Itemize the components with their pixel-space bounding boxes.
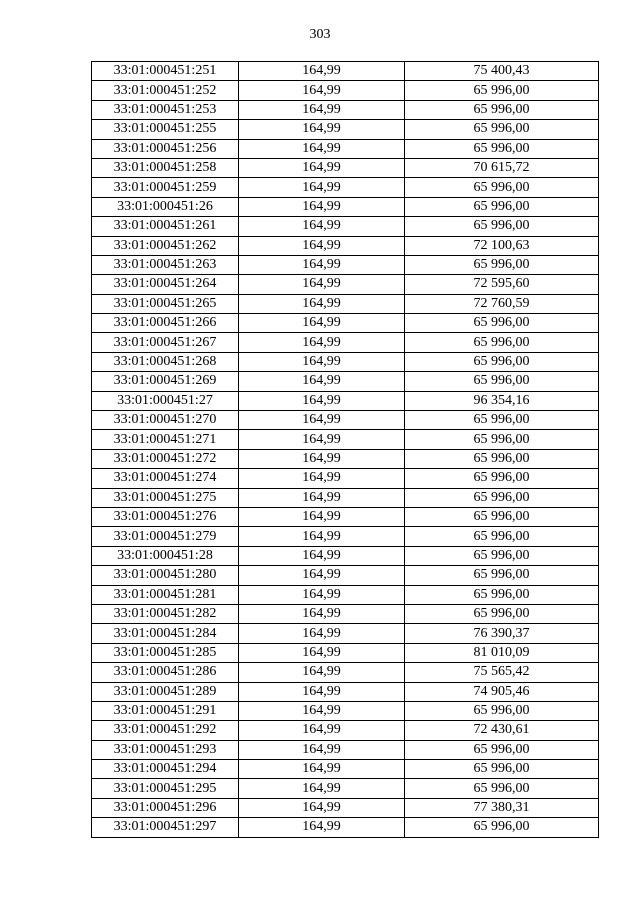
table-row bbox=[92, 139, 599, 158]
area-cell: 164,99 bbox=[239, 62, 405, 81]
table-row bbox=[92, 275, 599, 294]
cadastral-number-cell: 33:01:000451:252 bbox=[92, 81, 239, 100]
table-row bbox=[92, 721, 599, 740]
table-row bbox=[92, 604, 599, 623]
area-cell: 164,99 bbox=[239, 701, 405, 720]
table-row bbox=[92, 449, 599, 468]
cadastral-number-cell: 33:01:000451:268 bbox=[92, 352, 239, 371]
table-row bbox=[92, 120, 599, 139]
cadastral-value-cell: 65 996,00 bbox=[405, 81, 599, 100]
cadastral-value-cell: 74 905,46 bbox=[405, 682, 599, 701]
table-row bbox=[92, 527, 599, 546]
cadastral-number-cell: 33:01:000451:251 bbox=[92, 62, 239, 81]
table-row bbox=[92, 236, 599, 255]
area-cell: 164,99 bbox=[239, 546, 405, 565]
area-cell: 164,99 bbox=[239, 236, 405, 255]
cadastral-value-cell: 65 996,00 bbox=[405, 314, 599, 333]
area-cell: 164,99 bbox=[239, 411, 405, 430]
table-row bbox=[92, 430, 599, 449]
area-cell: 164,99 bbox=[239, 585, 405, 604]
cadastral-value-cell: 65 996,00 bbox=[405, 488, 599, 507]
page-number: 303 bbox=[309, 27, 331, 42]
cadastral-value-cell: 81 010,09 bbox=[405, 643, 599, 662]
area-cell: 164,99 bbox=[239, 643, 405, 662]
cadastral-number-cell: 33:01:000451:269 bbox=[92, 372, 239, 391]
cadastral-value-cell: 65 996,00 bbox=[405, 217, 599, 236]
table-row bbox=[92, 255, 599, 274]
table-row bbox=[92, 779, 599, 798]
table-row bbox=[92, 81, 599, 100]
area-cell: 164,99 bbox=[239, 197, 405, 216]
table-row bbox=[92, 663, 599, 682]
area-cell: 164,99 bbox=[239, 818, 405, 837]
table-row bbox=[92, 333, 599, 352]
area-cell: 164,99 bbox=[239, 507, 405, 526]
table-row bbox=[92, 178, 599, 197]
area-cell: 164,99 bbox=[239, 217, 405, 236]
cadastral-value-cell: 65 996,00 bbox=[405, 411, 599, 430]
cadastral-number-cell: 33:01:000451:292 bbox=[92, 721, 239, 740]
area-cell: 164,99 bbox=[239, 120, 405, 139]
cadastral-value-cell: 65 996,00 bbox=[405, 100, 599, 119]
cadastral-value-cell: 72 100,63 bbox=[405, 236, 599, 255]
cadastral-value-cell: 65 996,00 bbox=[405, 546, 599, 565]
cadastral-value-cell: 65 996,00 bbox=[405, 120, 599, 139]
cadastral-value-cell: 65 996,00 bbox=[405, 740, 599, 759]
cadastral-number-cell: 33:01:000451:267 bbox=[92, 333, 239, 352]
area-cell: 164,99 bbox=[239, 779, 405, 798]
cadastral-value-cell: 65 996,00 bbox=[405, 372, 599, 391]
cadastral-number-cell: 33:01:000451:263 bbox=[92, 255, 239, 274]
cadastral-value-cell: 65 996,00 bbox=[405, 430, 599, 449]
area-cell: 164,99 bbox=[239, 275, 405, 294]
area-cell: 164,99 bbox=[239, 81, 405, 100]
cadastral-value-cell: 65 996,00 bbox=[405, 701, 599, 720]
area-cell: 164,99 bbox=[239, 391, 405, 410]
cadastral-value-cell: 65 996,00 bbox=[405, 255, 599, 274]
area-cell: 164,99 bbox=[239, 255, 405, 274]
cadastral-value-cell: 76 390,37 bbox=[405, 624, 599, 643]
cadastral-value-cell: 72 595,60 bbox=[405, 275, 599, 294]
cadastral-number-cell: 33:01:000451:293 bbox=[92, 740, 239, 759]
cadastral-value-cell: 65 996,00 bbox=[405, 352, 599, 371]
cadastral-value-table bbox=[91, 61, 599, 838]
area-cell: 164,99 bbox=[239, 798, 405, 817]
cadastral-number-cell: 33:01:000451:255 bbox=[92, 120, 239, 139]
cadastral-number-cell: 33:01:000451:286 bbox=[92, 663, 239, 682]
table-row bbox=[92, 643, 599, 662]
table-row bbox=[92, 294, 599, 313]
cadastral-number-cell: 33:01:000451:27 bbox=[92, 391, 239, 410]
table-row bbox=[92, 197, 599, 216]
area-cell: 164,99 bbox=[239, 740, 405, 759]
cadastral-value-cell: 75 400,43 bbox=[405, 62, 599, 81]
cadastral-number-cell: 33:01:000451:275 bbox=[92, 488, 239, 507]
cadastral-number-cell: 33:01:000451:272 bbox=[92, 449, 239, 468]
cadastral-value-cell: 72 760,59 bbox=[405, 294, 599, 313]
area-cell: 164,99 bbox=[239, 372, 405, 391]
cadastral-number-cell: 33:01:000451:270 bbox=[92, 411, 239, 430]
table-row bbox=[92, 488, 599, 507]
cadastral-value-cell: 65 996,00 bbox=[405, 178, 599, 197]
area-cell: 164,99 bbox=[239, 721, 405, 740]
table-row bbox=[92, 372, 599, 391]
area-cell: 164,99 bbox=[239, 178, 405, 197]
table-row bbox=[92, 585, 599, 604]
cadastral-value-cell: 96 354,16 bbox=[405, 391, 599, 410]
area-cell: 164,99 bbox=[239, 139, 405, 158]
table-row bbox=[92, 158, 599, 177]
area-cell: 164,99 bbox=[239, 624, 405, 643]
cadastral-value-cell: 65 996,00 bbox=[405, 139, 599, 158]
cadastral-value-cell: 65 996,00 bbox=[405, 507, 599, 526]
area-cell: 164,99 bbox=[239, 469, 405, 488]
cadastral-value-cell: 65 996,00 bbox=[405, 333, 599, 352]
table-row bbox=[92, 507, 599, 526]
cadastral-number-cell: 33:01:000451:274 bbox=[92, 469, 239, 488]
table-row bbox=[92, 798, 599, 817]
table-row bbox=[92, 314, 599, 333]
cadastral-number-cell: 33:01:000451:280 bbox=[92, 566, 239, 585]
table-row bbox=[92, 740, 599, 759]
cadastral-number-cell: 33:01:000451:261 bbox=[92, 217, 239, 236]
cadastral-number-cell: 33:01:000451:262 bbox=[92, 236, 239, 255]
table-row bbox=[92, 546, 599, 565]
cadastral-number-cell: 33:01:000451:279 bbox=[92, 527, 239, 546]
cadastral-value-cell: 65 996,00 bbox=[405, 449, 599, 468]
cadastral-number-cell: 33:01:000451:271 bbox=[92, 430, 239, 449]
table-row bbox=[92, 352, 599, 371]
area-cell: 164,99 bbox=[239, 100, 405, 119]
cadastral-number-cell: 33:01:000451:276 bbox=[92, 507, 239, 526]
table-row bbox=[92, 682, 599, 701]
cadastral-value-cell: 65 996,00 bbox=[405, 779, 599, 798]
table-row bbox=[92, 701, 599, 720]
cadastral-value-cell: 65 996,00 bbox=[405, 527, 599, 546]
cadastral-value-cell: 65 996,00 bbox=[405, 760, 599, 779]
area-cell: 164,99 bbox=[239, 760, 405, 779]
cadastral-number-cell: 33:01:000451:26 bbox=[92, 197, 239, 216]
cadastral-number-cell: 33:01:000451:291 bbox=[92, 701, 239, 720]
cadastral-value-cell: 77 380,31 bbox=[405, 798, 599, 817]
cadastral-value-cell: 72 430,61 bbox=[405, 721, 599, 740]
area-cell: 164,99 bbox=[239, 158, 405, 177]
cadastral-value-cell: 65 996,00 bbox=[405, 566, 599, 585]
table-row bbox=[92, 469, 599, 488]
cadastral-value-cell: 75 565,42 bbox=[405, 663, 599, 682]
area-cell: 164,99 bbox=[239, 430, 405, 449]
table-row bbox=[92, 624, 599, 643]
cadastral-number-cell: 33:01:000451:253 bbox=[92, 100, 239, 119]
area-cell: 164,99 bbox=[239, 352, 405, 371]
cadastral-number-cell: 33:01:000451:285 bbox=[92, 643, 239, 662]
cadastral-number-cell: 33:01:000451:266 bbox=[92, 314, 239, 333]
cadastral-value-cell: 65 996,00 bbox=[405, 604, 599, 623]
cadastral-number-cell: 33:01:000451:295 bbox=[92, 779, 239, 798]
area-cell: 164,99 bbox=[239, 682, 405, 701]
cadastral-value-cell: 70 615,72 bbox=[405, 158, 599, 177]
cadastral-number-cell: 33:01:000451:256 bbox=[92, 139, 239, 158]
cadastral-value-cell: 65 996,00 bbox=[405, 469, 599, 488]
area-cell: 164,99 bbox=[239, 488, 405, 507]
cadastral-number-cell: 33:01:000451:294 bbox=[92, 760, 239, 779]
cadastral-number-cell: 33:01:000451:265 bbox=[92, 294, 239, 313]
cadastral-number-cell: 33:01:000451:258 bbox=[92, 158, 239, 177]
cadastral-value-cell: 65 996,00 bbox=[405, 197, 599, 216]
cadastral-number-cell: 33:01:000451:296 bbox=[92, 798, 239, 817]
table-row bbox=[92, 62, 599, 81]
cadastral-number-cell: 33:01:000451:297 bbox=[92, 818, 239, 837]
area-cell: 164,99 bbox=[239, 566, 405, 585]
table-row bbox=[92, 566, 599, 585]
area-cell: 164,99 bbox=[239, 333, 405, 352]
area-cell: 164,99 bbox=[239, 294, 405, 313]
table-body bbox=[92, 62, 599, 838]
cadastral-value-cell: 65 996,00 bbox=[405, 818, 599, 837]
area-cell: 164,99 bbox=[239, 314, 405, 333]
table-row bbox=[92, 818, 599, 837]
area-cell: 164,99 bbox=[239, 449, 405, 468]
table-row bbox=[92, 760, 599, 779]
table-row bbox=[92, 391, 599, 410]
cadastral-number-cell: 33:01:000451:281 bbox=[92, 585, 239, 604]
table-row bbox=[92, 411, 599, 430]
cadastral-number-cell: 33:01:000451:264 bbox=[92, 275, 239, 294]
area-cell: 164,99 bbox=[239, 604, 405, 623]
cadastral-number-cell: 33:01:000451:28 bbox=[92, 546, 239, 565]
cadastral-number-cell: 33:01:000451:282 bbox=[92, 604, 239, 623]
cadastral-value-cell: 65 996,00 bbox=[405, 585, 599, 604]
cadastral-number-cell: 33:01:000451:259 bbox=[92, 178, 239, 197]
area-cell: 164,99 bbox=[239, 663, 405, 682]
cadastral-number-cell: 33:01:000451:284 bbox=[92, 624, 239, 643]
table-row bbox=[92, 100, 599, 119]
area-cell: 164,99 bbox=[239, 527, 405, 546]
table-row bbox=[92, 217, 599, 236]
cadastral-number-cell: 33:01:000451:289 bbox=[92, 682, 239, 701]
